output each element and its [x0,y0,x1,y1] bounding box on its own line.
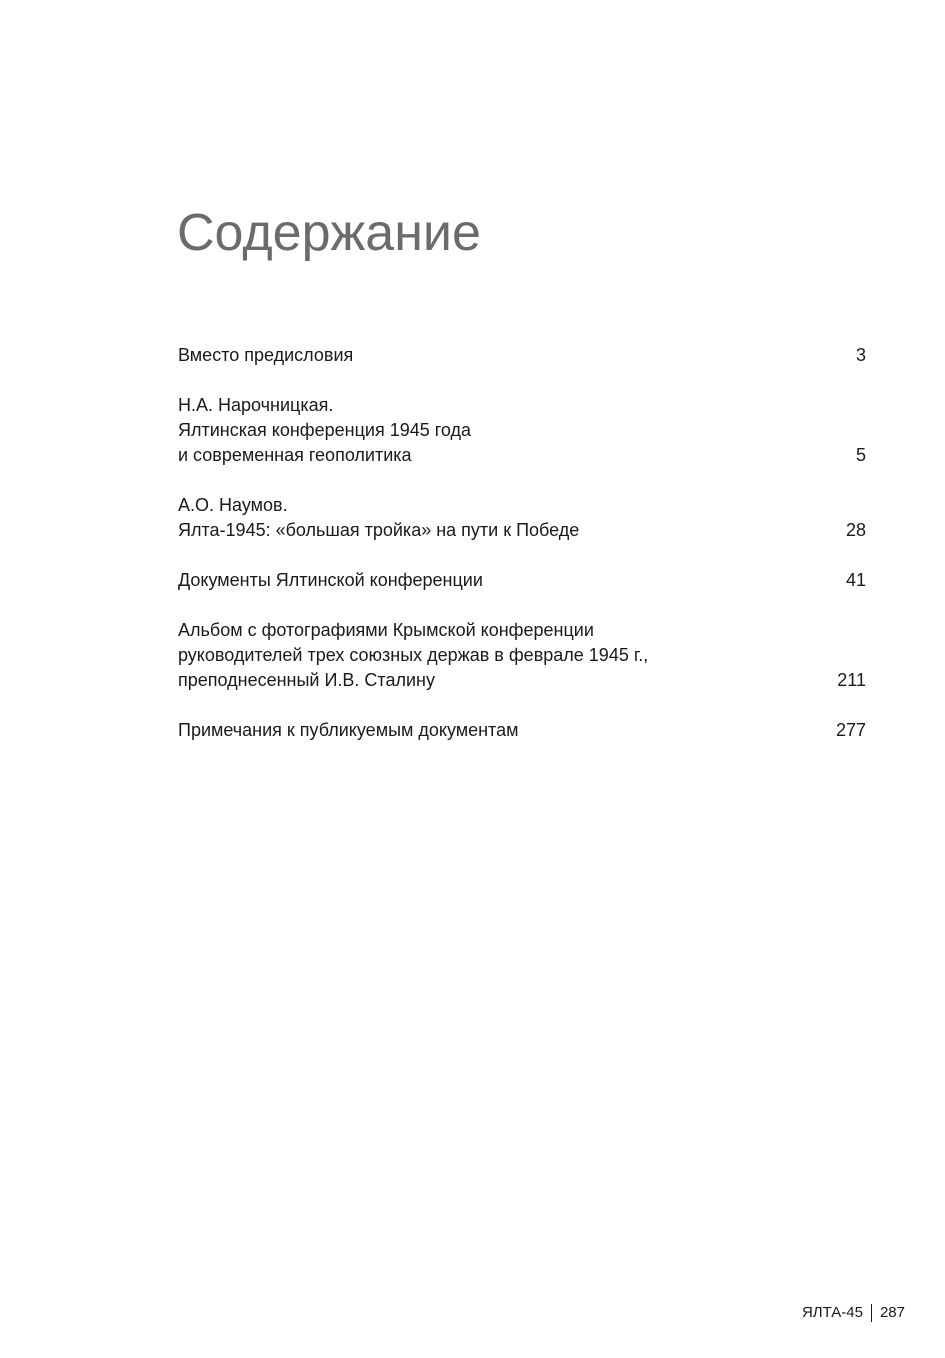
toc-entry-page: 277 [835,720,866,740]
toc-entry-foreword[interactable] [178,343,866,368]
toc-entry-page: 3 [855,345,866,365]
toc-entry-page: 41 [845,570,866,590]
toc-entry-line: Н.А. Нарочницкая. [178,395,334,415]
toc-entry-album[interactable] [178,618,866,693]
toc-entry-page: 28 [845,520,866,540]
toc-entry-line: Ялта-1945: «большая тройка» на пути к Победе [178,520,580,540]
running-title: ЯЛТА-45 [801,1304,863,1321]
toc-entry-notes[interactable] [178,718,866,743]
toc-entry-line: Примечания к публикуемым документам [178,720,519,740]
page-title: Содержание [177,204,481,262]
toc-entry-line: Вместо предисловия [178,345,354,365]
toc-entry-narochnitskaya[interactable] [178,393,866,468]
toc-entry-line: и современная геополитика [178,445,412,465]
footer-divider [871,1304,872,1322]
toc-entry-line: Ялтинская конференция 1945 года [178,420,472,440]
toc-entry-naumov[interactable] [178,493,866,543]
toc-entry-line: А.О. Наумов. [178,495,288,515]
toc-entry-page: 5 [855,445,866,465]
page-number: 287 [879,1304,905,1321]
toc-entry-line: преподнесенный И.В. Сталину [178,670,435,690]
toc-entry-line: Альбом с фотографиями Крымской конференции [178,620,594,640]
page-footer [802,1303,905,1323]
table-of-contents [178,343,866,768]
toc-entry-line: руководителей трех союзных держав в феврале 1945 г., [178,645,649,665]
toc-entry-line: Документы Ялтинской конференции [178,570,483,590]
toc-entry-documents[interactable] [178,568,866,593]
toc-entry-page: 211 [837,670,866,690]
